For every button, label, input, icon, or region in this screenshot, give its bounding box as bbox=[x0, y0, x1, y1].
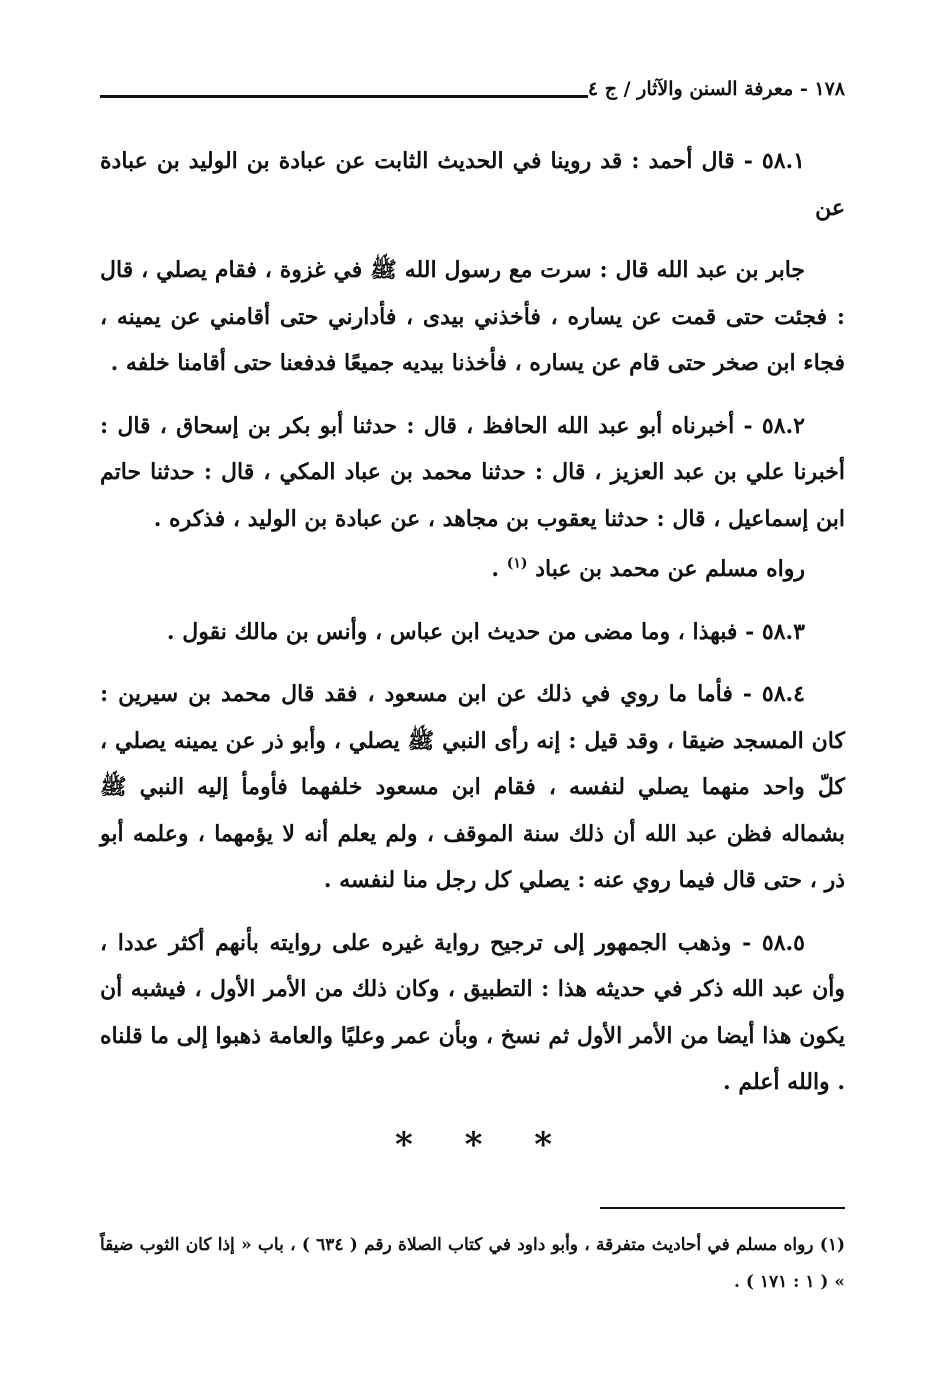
running-title: ١٧٨ - معرفة السنن والآثار / ج ٤ bbox=[587, 78, 845, 100]
paragraph-58-4: ٥٨.٤ - فأما ما روي في ذلك عن ابن مسعود ، فقد قال محمد بن سيرين : كان المسجد ضيقا ، وقد قيل : إنه رأى النبي ﷺ يصلي ، وأبو ذر عن يمينه يصلي ، كلّ واحد منهما يصلي لنفسه ، فقام ابن مسعود خلفهما فأومأ إليه النبي ﷺ بشماله فظن عبد الله أن ذلك سنة الموقف ، ولم يعلم أنه لا يؤمهما ، وعلمه أبو ذر ، حتى قال فيما روي عنه : يصلي كل رجل منا لنفسه . bbox=[100, 681, 845, 893]
paragraph-58-1: ٥٨.١ - قال أحمد : قد روينا في الحديث الثابت عن عبادة بن الوليد بن عبادة عن bbox=[100, 148, 845, 221]
section-separator: * * * bbox=[394, 1125, 552, 1165]
riwaya-line bbox=[100, 546, 845, 593]
paragraph-58-5: ٥٨.٥ - وذهب الجمهور إلى ترجيح رواية غيره على روايته بأنهم أكثر عددا ، وأن عبد الله ذكر في حديثه هذا : التطبيق ، وكان ذلك من الأمر الأول ، فيشبه أن يكون هذا أيضا من الأمر الأول ثم نسخ ، وبأن عمر وعليًا والعامة ذهبوا إلى ما قلناه . والله أعلم . bbox=[100, 929, 845, 1095]
main-text bbox=[100, 138, 845, 1122]
footnote: (١) رواه مسلم في أحاديث متفرقة ، وأبو داود في كتاب الصلاة رقم ( ٦٣٤ ) ، باب « إذا كان الثوب ضيقاً » ( ١ : ١٧١ ) . bbox=[100, 1235, 846, 1292]
riwaya-end: . bbox=[491, 556, 500, 582]
riwaya-text: رواه مسلم عن محمد بن عباد bbox=[535, 556, 805, 582]
footnote-ref[interactable]: (١) bbox=[506, 555, 528, 572]
paragraph-58-2: ٥٨.٢ - أخبرناه أبو عبد الله الحافظ ، قال : حدثنا أبو بكر بن إسحاق ، قال : أخبرنا علي بن عبد العزيز ، قال : حدثنا محمد بن عباد المكي ، قال : حدثنا حاتم ابن إسماعيل ، قال : حدثنا يعقوب بن مجاهد ، عن عبادة بن الوليد ، فذكره . bbox=[100, 412, 845, 532]
paragraph-58-1-continued: جابر بن عبد الله قال : سرت مع رسول الله ﷺ في غزوة ، فقام يصلي ، قال : فجئت حتى قمت عن يساره ، فأخذني بيدى ، فأدارني حتى أقامني عن يمينه ، فجاء ابن صخر حتى قام عن يساره ، فأخذنا بيديه جميعًا فدفعنا حتى أقامنا خلفه . bbox=[100, 257, 845, 376]
paragraph-58-3: ٥٨.٣ - فبهذا ، وما مضى من حديث ابن عباس ، وأنس بن مالك نقول . bbox=[166, 618, 805, 645]
page-header bbox=[100, 72, 845, 112]
header-rule bbox=[100, 95, 588, 98]
footnote-rule bbox=[600, 1207, 845, 1209]
